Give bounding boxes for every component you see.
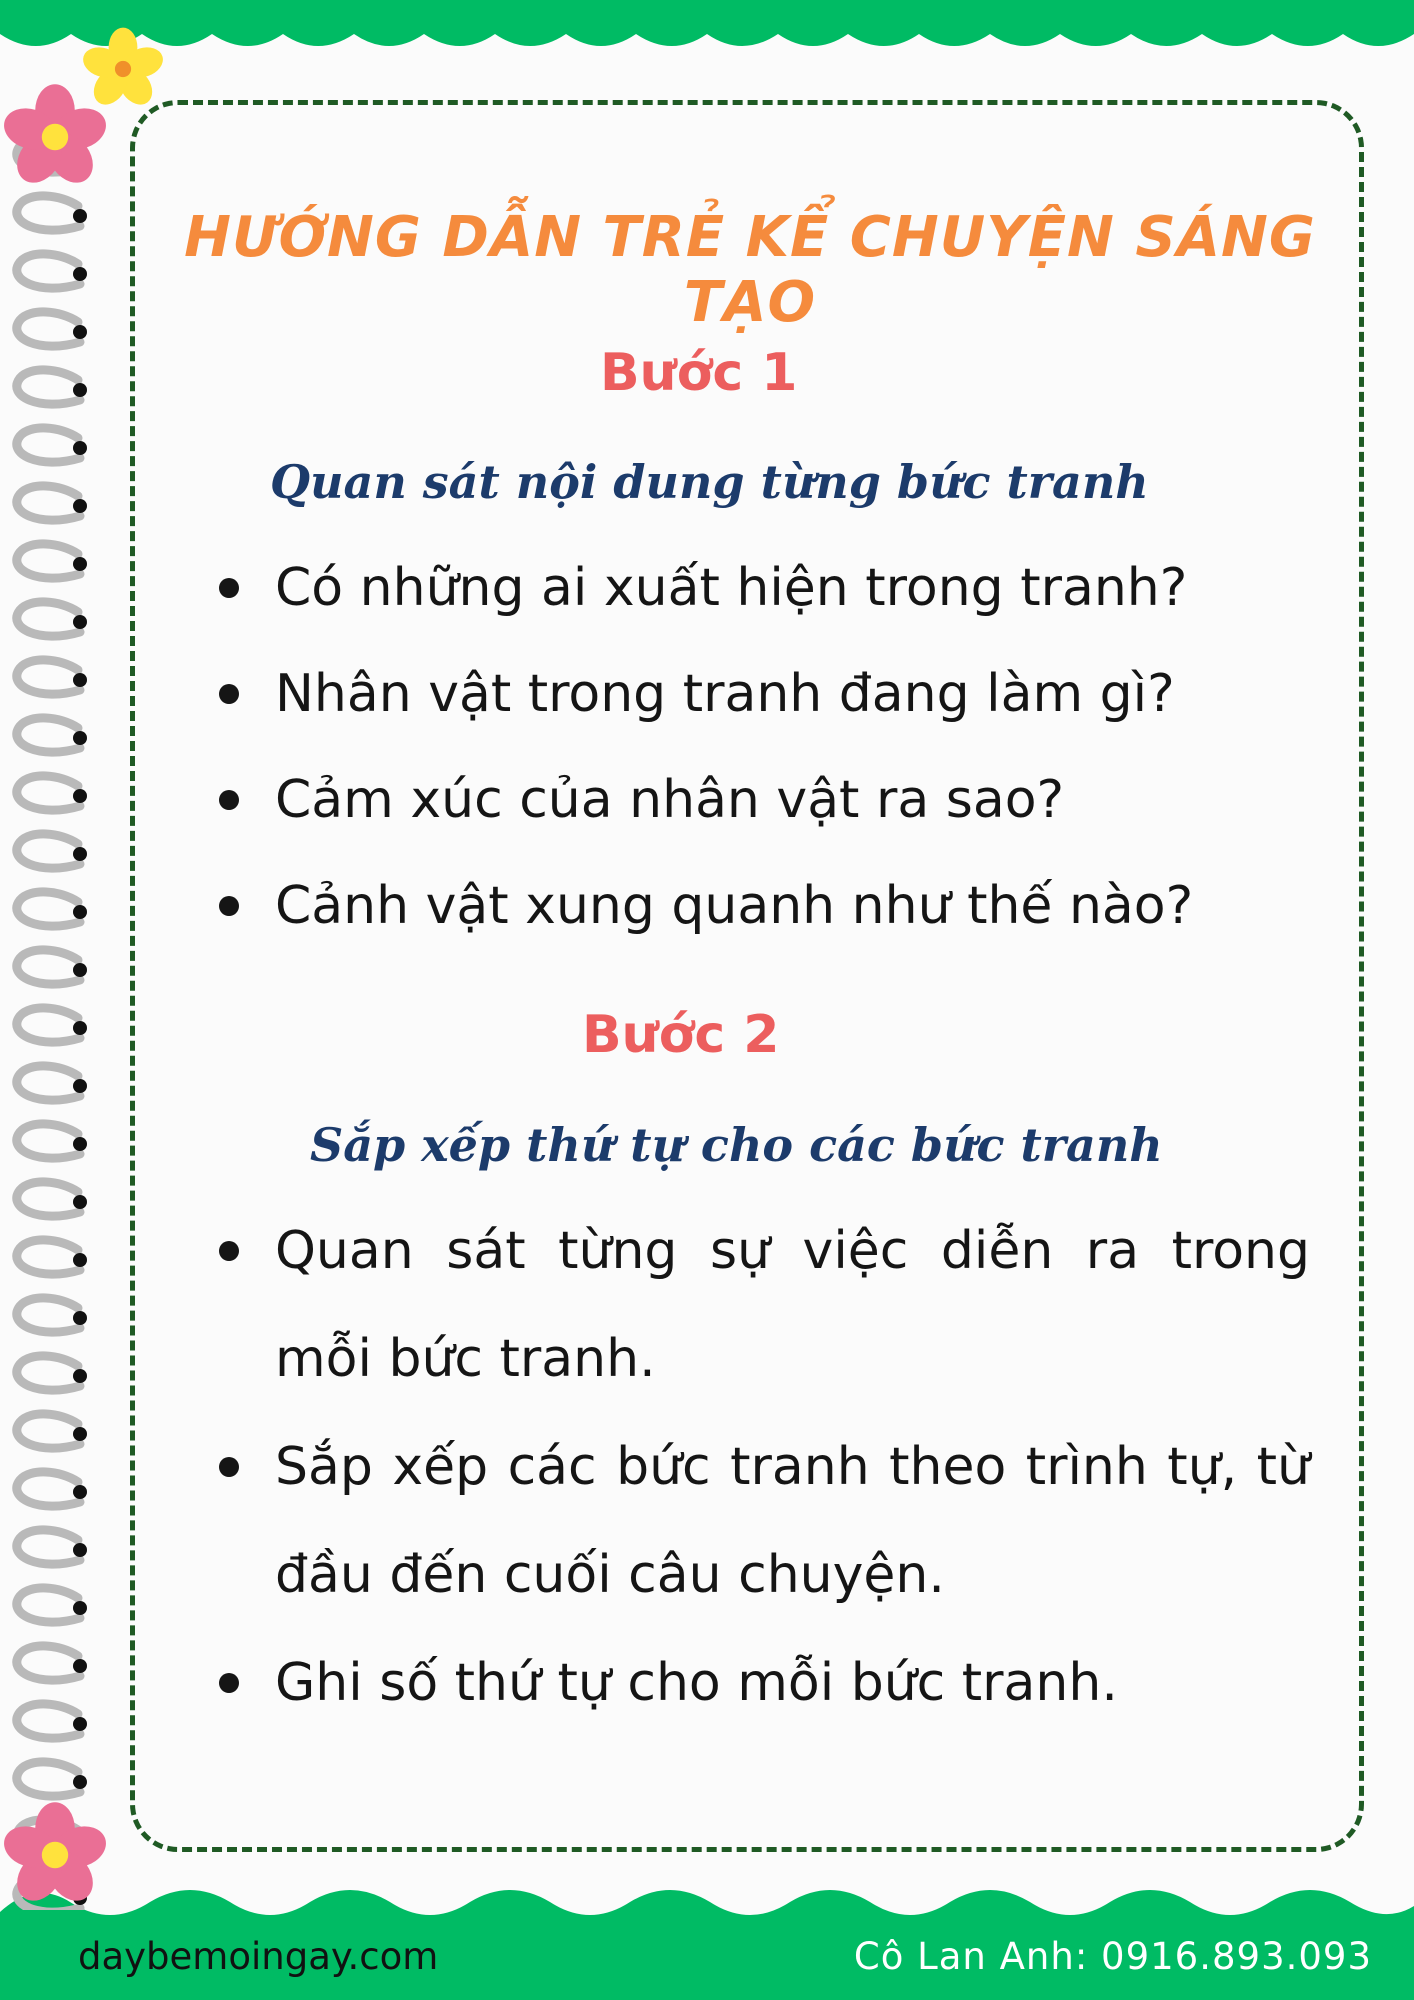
- binding-hole: [73, 441, 87, 455]
- spiral-ring: [17, 1704, 80, 1738]
- step-2-heading: Bước 2: [582, 1005, 780, 1065]
- list-item: [215, 535, 1310, 641]
- spiral-ring: [17, 1008, 80, 1042]
- spiral-ring: [17, 1646, 80, 1680]
- website-link[interactable]: daybemoingay.com: [78, 1935, 439, 1978]
- spiral-ring: [17, 950, 80, 984]
- bullet-icon: [219, 578, 239, 598]
- spiral-ring: [17, 1298, 80, 1332]
- spiral-ring: [17, 892, 80, 926]
- binding-hole: [73, 325, 87, 339]
- pink-flower-icon: [0, 1800, 110, 1910]
- list-item-text: Có những ai xuất hiện trong tranh?: [275, 558, 1188, 618]
- spiral-ring: [17, 718, 80, 752]
- top-wave-banner: [0, 0, 1414, 60]
- binding-hole: [73, 1427, 87, 1441]
- binding-hole: [73, 557, 87, 571]
- list-item: [215, 1197, 1310, 1413]
- bullet-icon: [219, 1457, 239, 1477]
- list-item-text: Cảm xúc của nhân vật ra sao?: [275, 770, 1065, 830]
- step-1-heading: Bước 1: [600, 343, 798, 403]
- list-item-text: Ghi số thứ tự cho mỗi bức tranh.: [275, 1653, 1118, 1713]
- spiral-ring: [17, 1066, 80, 1100]
- list-item-text: Quan sát từng sự việc diễn ra trong mỗi bức tranh.: [275, 1221, 1310, 1389]
- bullet-icon: [219, 790, 239, 810]
- binding-hole: [73, 1195, 87, 1209]
- binding-hole: [73, 1079, 87, 1093]
- binding-hole: [73, 1601, 87, 1615]
- spiral-ring: [17, 602, 80, 636]
- binding-hole: [73, 731, 87, 745]
- bullet-icon: [219, 896, 239, 916]
- step-2-list: [215, 1197, 1310, 1737]
- step-2-subheading: Sắp xếp thứ tự cho các bức tranh: [310, 1118, 1163, 1172]
- spiral-ring: [17, 1588, 80, 1622]
- step-1-list: [215, 535, 1310, 959]
- binding-hole: [73, 1543, 87, 1557]
- step-1-subheading: Quan sát nội dung từng bức tranh: [270, 455, 1149, 509]
- list-item: [215, 1413, 1310, 1629]
- list-item-text: Nhân vật trong tranh đang làm gì?: [275, 664, 1175, 724]
- binding-hole: [73, 383, 87, 397]
- binding-hole: [73, 789, 87, 803]
- spiral-ring: [17, 776, 80, 810]
- binding-hole: [73, 1137, 87, 1151]
- spiral-ring: [17, 1530, 80, 1564]
- list-item: [215, 747, 1310, 853]
- spiral-ring: [17, 660, 80, 694]
- spiral-ring: [17, 1472, 80, 1506]
- binding-hole: [73, 209, 87, 223]
- list-item-text: Cảnh vật xung quanh như thế nào?: [275, 876, 1194, 936]
- spiral-ring: [17, 1762, 80, 1796]
- list-item: [215, 853, 1310, 959]
- spiral-ring: [17, 1182, 80, 1216]
- spiral-ring: [17, 1356, 80, 1390]
- list-item: [215, 1629, 1310, 1737]
- binding-hole: [73, 905, 87, 919]
- list-item: [215, 641, 1310, 747]
- binding-hole: [73, 1659, 87, 1673]
- spiral-ring: [17, 834, 80, 868]
- spiral-ring: [17, 1414, 80, 1448]
- spiral-ring: [17, 312, 80, 346]
- binding-hole: [73, 963, 87, 977]
- spiral-ring: [17, 196, 80, 230]
- binding-hole: [73, 1369, 87, 1383]
- binding-hole: [73, 267, 87, 281]
- spiral-ring: [17, 1124, 80, 1158]
- spiral-ring: [17, 370, 80, 404]
- binding-hole: [73, 1021, 87, 1035]
- bullet-icon: [219, 684, 239, 704]
- binding-hole: [73, 1775, 87, 1789]
- spiral-ring: [17, 254, 80, 288]
- pink-flower-icon: [0, 82, 110, 192]
- binding-hole: [73, 1253, 87, 1267]
- spiral-ring: [17, 544, 80, 578]
- binding-hole: [73, 499, 87, 513]
- spiral-ring: [17, 1240, 80, 1274]
- spiral-binding: [0, 130, 110, 1910]
- spiral-ring: [17, 486, 80, 520]
- binding-hole: [73, 1485, 87, 1499]
- spiral-ring: [17, 428, 80, 462]
- contact-info: Cô Lan Anh: 0916.893.093: [853, 1935, 1372, 1978]
- binding-hole: [73, 847, 87, 861]
- binding-hole: [73, 673, 87, 687]
- list-item-text: Sắp xếp các bức tranh theo trình tự, từ đầu đến cuối câu chuyện.: [275, 1437, 1310, 1605]
- binding-hole: [73, 1311, 87, 1325]
- bullet-icon: [219, 1241, 239, 1261]
- binding-hole: [73, 615, 87, 629]
- bullet-icon: [219, 1673, 239, 1693]
- page-title: HƯỚNG DẪN TRẺ KỂ CHUYỆN SÁNG TẠO: [184, 205, 1316, 335]
- binding-hole: [73, 1717, 87, 1731]
